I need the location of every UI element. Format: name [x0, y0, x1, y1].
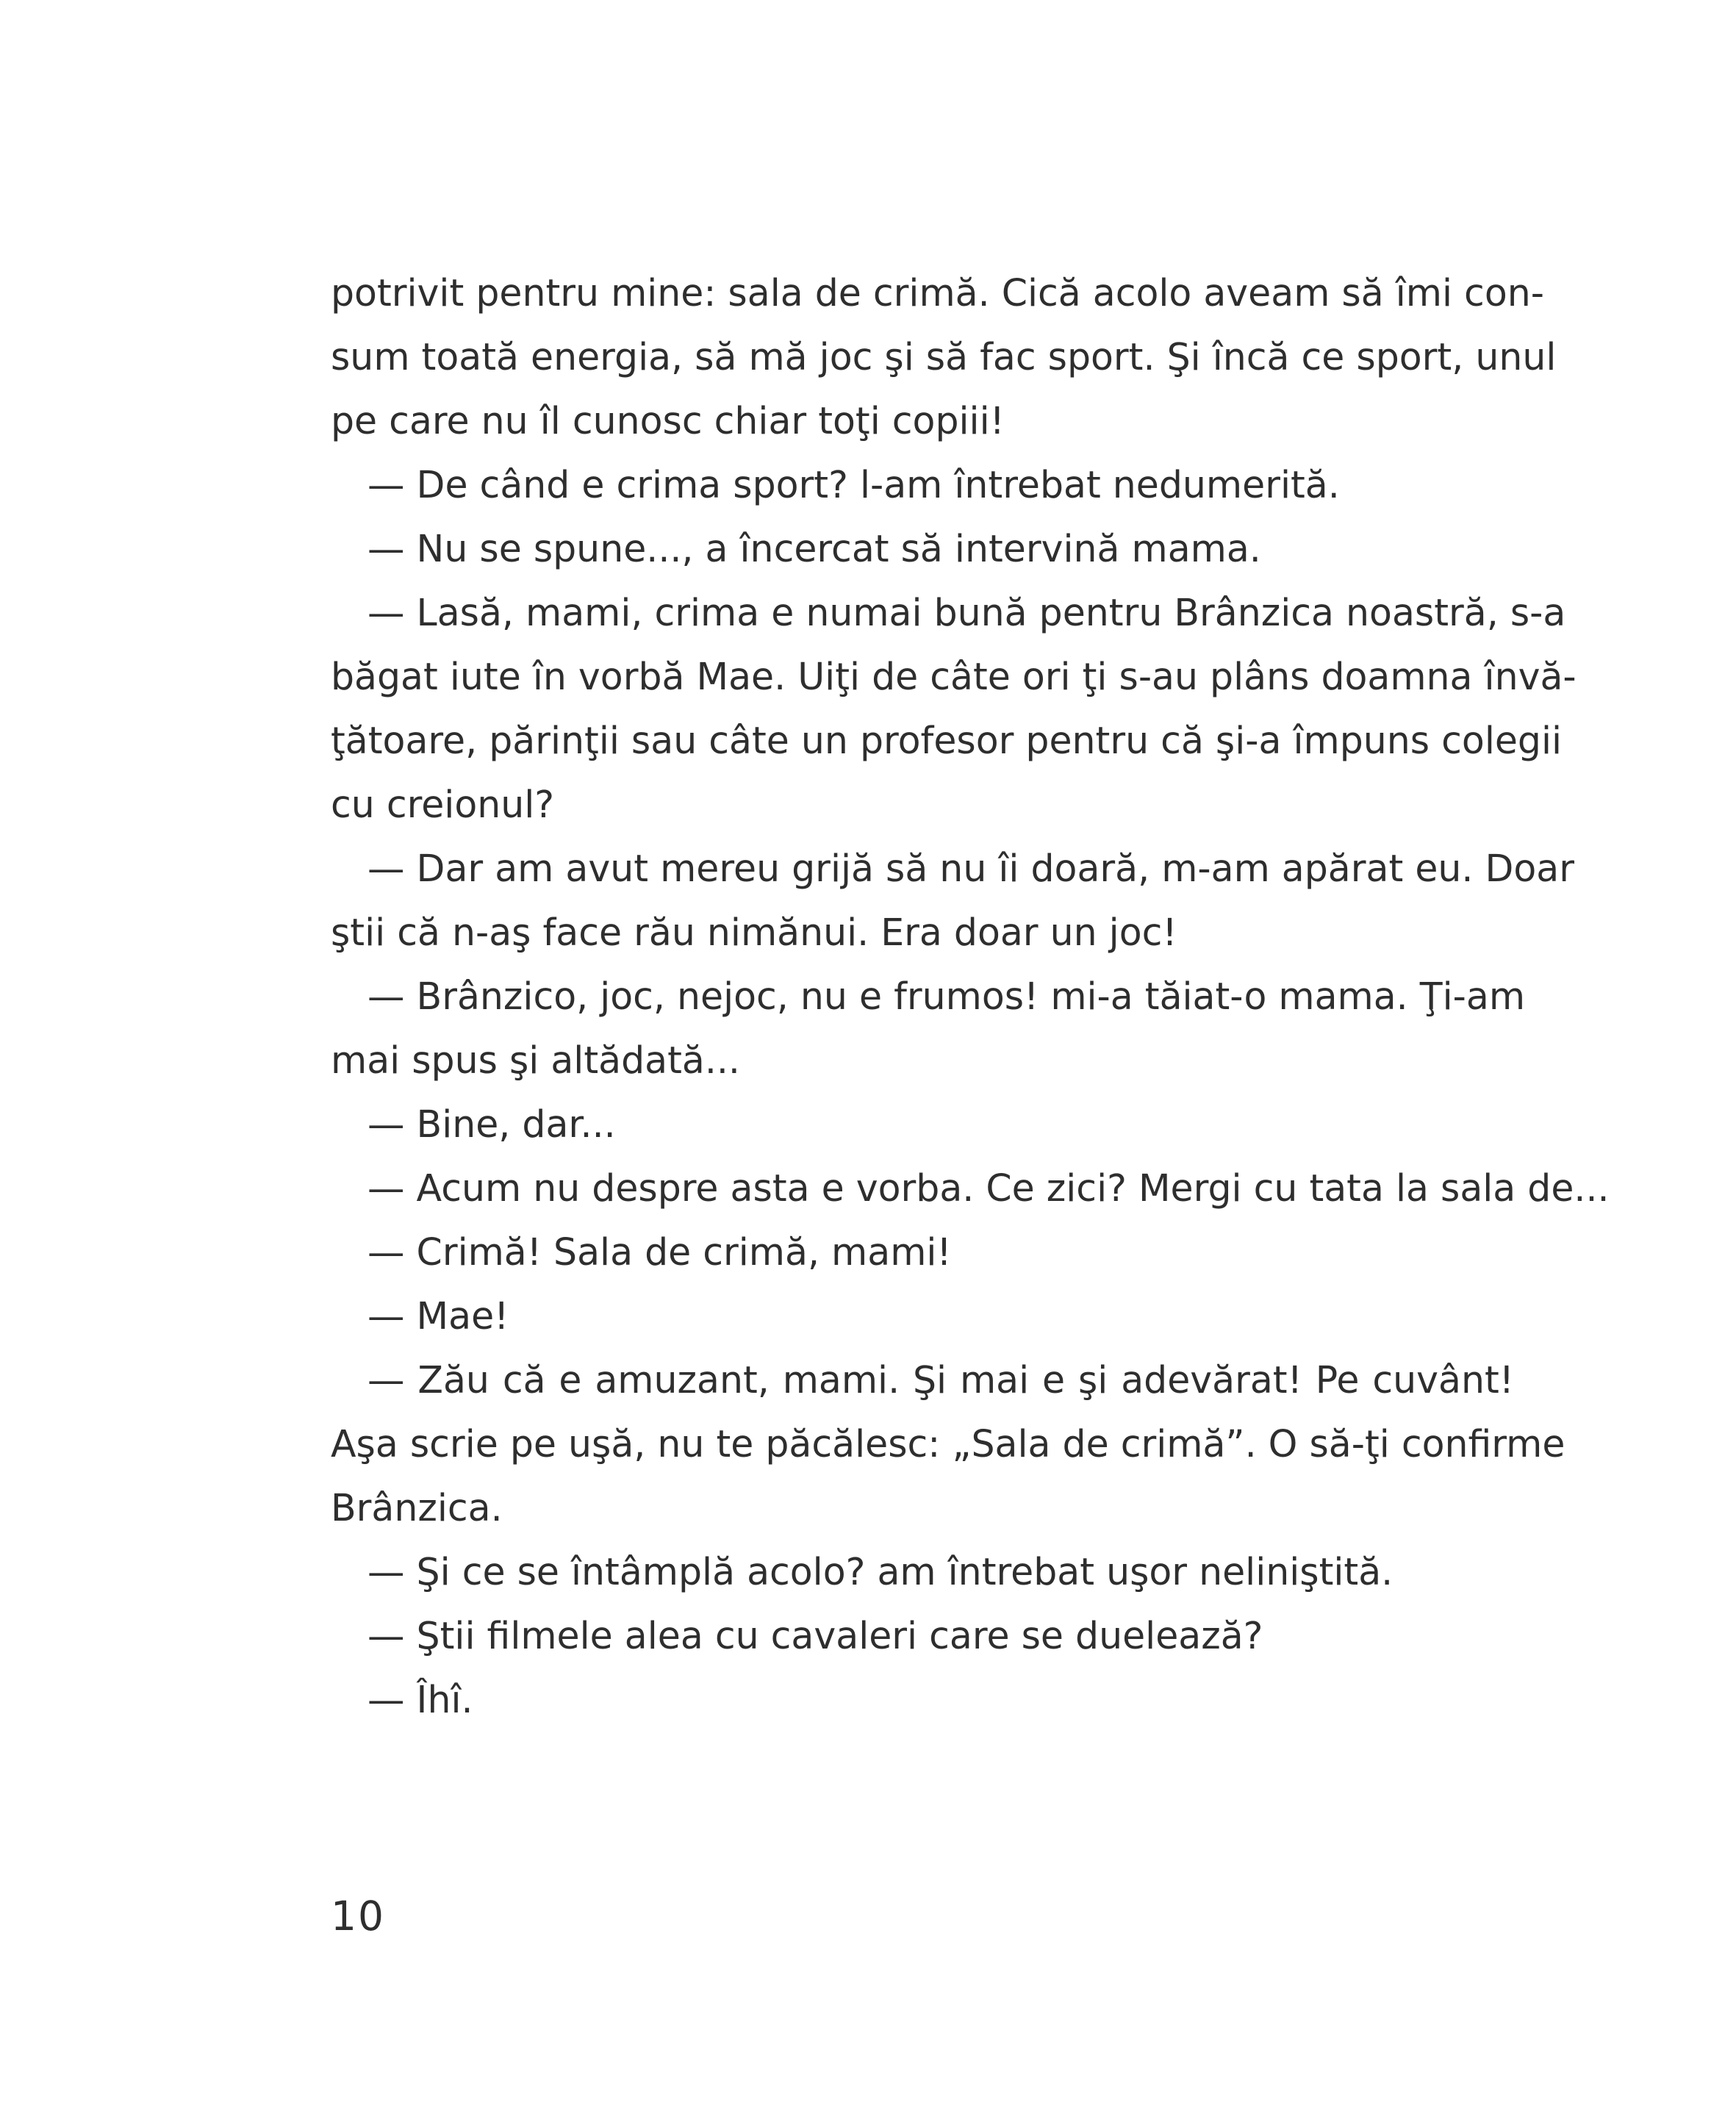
text-line: băgat iute în vorbă Mae. Uiţi de câte ori ţi s-au plâns doamna învă-	[331, 655, 1577, 698]
text-line: pe care nu îl cunosc chiar toţi copiii!	[331, 399, 1005, 442]
dialogue-line: — Îhî.	[367, 1678, 473, 1721]
text-line: cu creionul?	[331, 783, 555, 826]
dialogue-line: — Bine, dar...	[367, 1102, 616, 1146]
text-line: Aşa scrie pe uşă, nu te păcălesc: „Sala de crimă”. O să-ţi confirme	[331, 1422, 1565, 1466]
dialogue-line: — Acum nu despre asta e vorba. Ce zici? Mergi cu tata la sala de...	[367, 1166, 1610, 1210]
page-number: 10	[331, 1893, 385, 1940]
text-line: Brânzica.	[331, 1486, 503, 1529]
text-line: potrivit pentru mine: sala de crimă. Cică acolo aveam să îmi con-	[331, 271, 1544, 315]
dialogue-line: — Nu se spune..., a încercat să intervină mama.	[367, 527, 1261, 570]
dialogue-line: — Dar am avut mereu grijă să nu îi doară, m-am apărat eu. Doar	[367, 847, 1574, 890]
text-line: mai spus şi altădată...	[331, 1039, 740, 1082]
dialogue-line: — Lasă, mami, crima e numai bună pentru Brânzica noastră, s-a	[367, 591, 1566, 634]
dialogue-line: — Ştii filmele alea cu cavaleri care se duelează?	[367, 1614, 1263, 1657]
dialogue-line: — Crimă! Sala de crimă, mami!	[367, 1230, 952, 1274]
dialogue-line: — Brânzico, joc, nejoc, nu e frumos! mi-a tăiat-o mama. Ţi-am	[367, 975, 1526, 1018]
text-line: ţătoare, părinţii sau câte un profesor pentru că şi-a împuns colegii	[331, 719, 1563, 762]
dialogue-line: — De când e crima sport? l-am întrebat nedumerită.	[367, 463, 1340, 506]
text-line: sum toată energia, să mă joc şi să fac sport. Şi încă ce sport, unul	[331, 335, 1557, 379]
text-line: ştii că n-aş face rău nimănui. Era doar un joc!	[331, 911, 1177, 954]
dialogue-line: — Mae!	[367, 1294, 509, 1338]
dialogue-line: — Zău că e amuzant, mami. Şi mai e şi adevărat! Pe cuvânt!	[367, 1358, 1514, 1402]
dialogue-line: — Şi ce se întâmplă acolo? am întrebat uşor neliniştită.	[367, 1550, 1394, 1593]
